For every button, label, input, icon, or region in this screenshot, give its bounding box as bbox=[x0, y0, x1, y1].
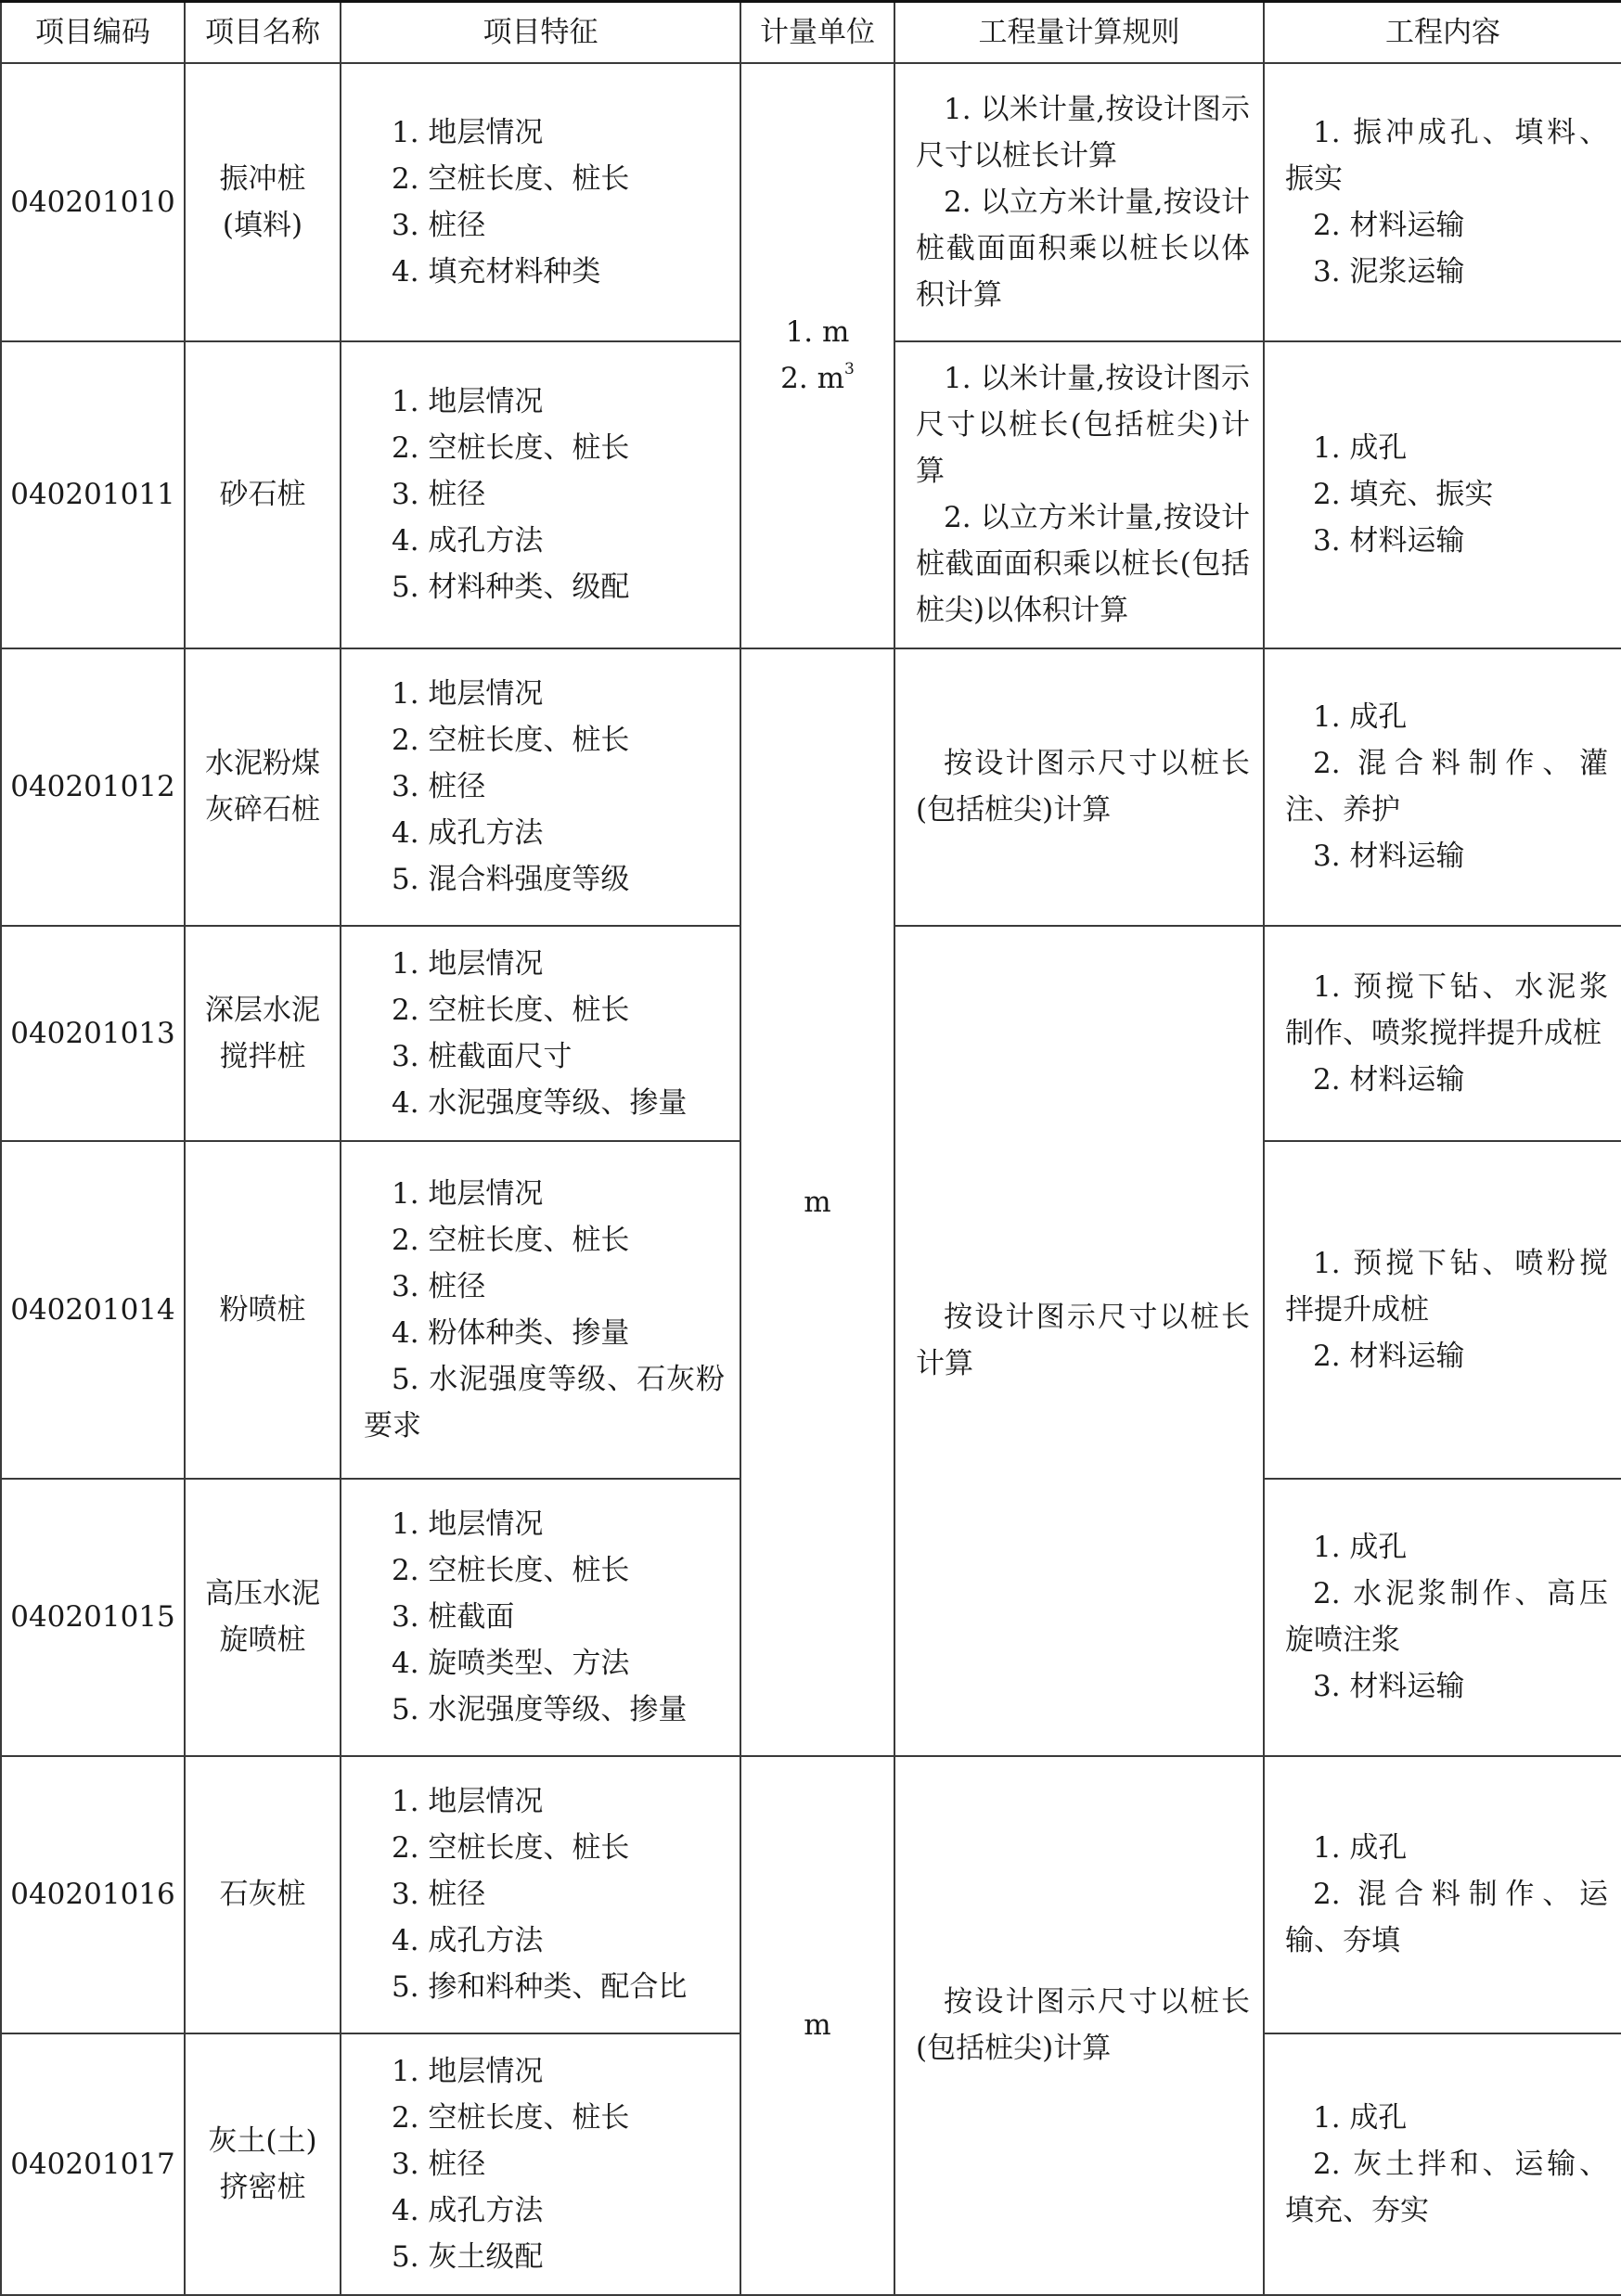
rule-line: 按设计图示尺寸以桩长(包括桩尖)计算 bbox=[916, 1985, 1250, 2065]
item-name bbox=[185, 2033, 341, 2295]
header-code: 项目编码 bbox=[1, 2, 185, 63]
header-rule: 工程量计算规则 bbox=[894, 2, 1264, 63]
item-features bbox=[341, 1479, 740, 1756]
table-row bbox=[1, 63, 1621, 341]
item-features bbox=[341, 1756, 740, 2033]
item-name bbox=[185, 648, 341, 926]
content-line: 1. 振冲成孔、填料、振实 bbox=[1285, 115, 1608, 196]
content-line: 1. 成孔 bbox=[1313, 1831, 1408, 1865]
feature-line: 3. 桩径 bbox=[392, 1269, 486, 1303]
feature-line: 1. 地层情况 bbox=[392, 115, 544, 149]
item-features bbox=[341, 341, 740, 648]
item-code: 040201016 bbox=[1, 1756, 185, 2033]
item-name-line: 挤密桩 bbox=[219, 2170, 306, 2204]
feature-line: 1. 地层情况 bbox=[392, 1785, 544, 1818]
feature-line: 5. 水泥强度等级、石灰粉要求 bbox=[364, 1362, 725, 1443]
content-cell bbox=[1264, 2033, 1621, 2295]
rule-cell bbox=[894, 63, 1264, 341]
feature-line: 2. 空桩长度、桩长 bbox=[392, 1831, 630, 1865]
item-name-line: 旋喷桩 bbox=[219, 1623, 306, 1657]
feature-line: 2. 空桩长度、桩长 bbox=[392, 724, 630, 757]
content-line: 3. 材料运输 bbox=[1313, 524, 1465, 558]
content-cell bbox=[1264, 1141, 1621, 1479]
rule-cell bbox=[894, 1756, 1264, 2295]
feature-line: 2. 空桩长度、桩长 bbox=[392, 1554, 630, 1587]
content-cell bbox=[1264, 63, 1621, 341]
feature-line: 1. 地层情况 bbox=[392, 1507, 544, 1541]
item-name-line: 石灰桩 bbox=[219, 1878, 306, 1911]
feature-line: 4. 成孔方法 bbox=[392, 816, 544, 850]
feature-line: 3. 桩径 bbox=[392, 770, 486, 803]
feature-line: 3. 桩截面尺寸 bbox=[392, 1039, 572, 1073]
rule-line: 按设计图示尺寸以桩长(包括桩尖)计算 bbox=[916, 747, 1250, 827]
content-line: 1. 预搅下钻、喷粉搅拌提升成桩 bbox=[1285, 1246, 1608, 1327]
item-features bbox=[341, 63, 740, 341]
rule-line: 按设计图示尺寸以桩长计算 bbox=[916, 1301, 1250, 1380]
feature-line: 4. 水泥强度等级、掺量 bbox=[392, 1085, 688, 1120]
rule-cell bbox=[894, 341, 1264, 648]
item-features bbox=[341, 648, 740, 926]
feature-line: 4. 成孔方法 bbox=[392, 2193, 544, 2227]
content-cell bbox=[1264, 648, 1621, 926]
item-features bbox=[341, 926, 740, 1141]
header-row bbox=[1, 2, 1621, 63]
feature-line: 5. 材料种类、级配 bbox=[392, 571, 630, 604]
content-cell bbox=[1264, 1479, 1621, 1756]
feature-line: 5. 灰土级配 bbox=[392, 2239, 544, 2274]
unit-line bbox=[741, 355, 894, 402]
content-line: 2. 水泥浆制作、高压旋喷注浆 bbox=[1285, 1577, 1608, 1657]
header-content: 工程内容 bbox=[1264, 2, 1621, 63]
feature-line: 1. 地层情况 bbox=[392, 677, 544, 711]
unit-cell: m bbox=[740, 648, 894, 1756]
table-row bbox=[1, 648, 1621, 926]
content-line: 3. 泥浆运输 bbox=[1313, 254, 1465, 289]
item-name-line: 振冲桩 bbox=[219, 161, 306, 196]
rule-cell bbox=[894, 648, 1264, 926]
feature-line: 1. 地层情况 bbox=[392, 1176, 544, 1211]
item-name bbox=[185, 63, 341, 341]
feature-line: 1. 地层情况 bbox=[392, 2054, 544, 2088]
item-name-line: 灰碎石桩 bbox=[205, 793, 320, 827]
table-row bbox=[1, 1756, 1621, 2033]
item-code: 040201013 bbox=[1, 926, 185, 1141]
unit-text: 2. m bbox=[780, 362, 844, 395]
feature-line: 3. 桩径 bbox=[392, 208, 486, 242]
header-features: 项目特征 bbox=[341, 2, 740, 63]
content-line: 2. 材料运输 bbox=[1313, 208, 1465, 242]
item-name bbox=[185, 1141, 341, 1479]
item-name bbox=[185, 1479, 341, 1756]
content-cell bbox=[1264, 341, 1621, 648]
rule-line: 2. 以立方米计量,按设计桩截面面积乘以桩长(包括桩尖)以体积计算 bbox=[916, 501, 1250, 627]
feature-line: 4. 成孔方法 bbox=[392, 524, 544, 558]
feature-line: 2. 空桩长度、桩长 bbox=[392, 2100, 630, 2135]
content-line: 1. 成孔 bbox=[1313, 431, 1408, 465]
content-line: 1. 成孔 bbox=[1313, 1531, 1408, 1564]
feature-line: 2. 空桩长度、桩长 bbox=[392, 1223, 630, 1257]
item-name-line: 粉喷桩 bbox=[219, 1292, 306, 1327]
header-unit: 计量单位 bbox=[740, 2, 894, 63]
item-features bbox=[341, 2033, 740, 2295]
item-name-line: 高压水泥 bbox=[205, 1577, 320, 1610]
header-name: 项目名称 bbox=[185, 2, 341, 63]
feature-line: 1. 地层情况 bbox=[392, 385, 544, 418]
item-code: 040201015 bbox=[1, 1479, 185, 1756]
content-cell bbox=[1264, 926, 1621, 1141]
feature-line: 1. 地层情况 bbox=[392, 946, 544, 981]
content-line: 1. 成孔 bbox=[1313, 700, 1408, 734]
item-name-line: 灰土(土) bbox=[208, 2123, 317, 2158]
item-name bbox=[185, 926, 341, 1141]
item-name bbox=[185, 1756, 341, 2033]
content-line: 1. 成孔 bbox=[1313, 2100, 1408, 2135]
feature-line: 3. 桩径 bbox=[392, 1878, 486, 1911]
item-code: 040201017 bbox=[1, 2033, 185, 2295]
content-line: 2. 灰土拌和、运输、填充、夯实 bbox=[1285, 2147, 1608, 2227]
item-name bbox=[185, 341, 341, 648]
feature-line: 4. 成孔方法 bbox=[392, 1924, 544, 1957]
item-code: 040201012 bbox=[1, 648, 185, 926]
item-code: 040201011 bbox=[1, 341, 185, 648]
content-line: 2. 混合料制作、运输、夯填 bbox=[1285, 1878, 1608, 1957]
item-name-line: 搅拌桩 bbox=[219, 1039, 306, 1073]
content-line: 1. 预搅下钻、水泥浆制作、喷浆搅拌提升成桩 bbox=[1285, 969, 1608, 1050]
item-code: 040201010 bbox=[1, 63, 185, 341]
content-line: 3. 材料运输 bbox=[1313, 1670, 1465, 1703]
unit-superscript: 3 bbox=[843, 360, 855, 379]
feature-line: 5. 混合料强度等级 bbox=[392, 863, 630, 896]
content-line: 2. 混合料制作、灌注、养护 bbox=[1285, 747, 1608, 827]
rule-cell bbox=[894, 926, 1264, 1756]
feature-line: 3. 桩径 bbox=[392, 478, 486, 511]
feature-line: 3. 桩截面 bbox=[392, 1600, 515, 1634]
unit-cell bbox=[740, 63, 894, 648]
item-name-line: (填料) bbox=[222, 208, 303, 242]
item-code: 040201014 bbox=[1, 1141, 185, 1479]
content-line: 2. 填充、振实 bbox=[1313, 478, 1494, 511]
feature-line: 5. 掺和料种类、配合比 bbox=[392, 1970, 688, 2004]
rule-line: 2. 以立方米计量,按设计桩截面面积乘以桩长以体积计算 bbox=[916, 185, 1250, 312]
feature-line: 4. 填充材料种类 bbox=[392, 254, 601, 289]
feature-line: 4. 旋喷类型、方法 bbox=[392, 1647, 630, 1680]
rule-line: 1. 以米计量,按设计图示尺寸以桩长计算 bbox=[916, 92, 1250, 173]
content-line: 2. 材料运输 bbox=[1313, 1062, 1465, 1097]
content-line: 2. 材料运输 bbox=[1313, 1339, 1465, 1373]
feature-line: 2. 空桩长度、桩长 bbox=[392, 993, 630, 1027]
feature-line: 3. 桩径 bbox=[392, 2147, 486, 2181]
feature-line: 5. 水泥强度等级、掺量 bbox=[392, 1693, 688, 1726]
rule-line: 1. 以米计量,按设计图示尺寸以桩长(包括桩尖)计算 bbox=[916, 362, 1250, 488]
unit-line: 1. m bbox=[785, 315, 850, 349]
content-line: 3. 材料运输 bbox=[1313, 840, 1465, 873]
item-name-line: 水泥粉煤 bbox=[205, 747, 320, 780]
feature-line: 2. 空桩长度、桩长 bbox=[392, 161, 630, 196]
item-features bbox=[341, 1141, 740, 1479]
item-name-line: 砂石桩 bbox=[219, 478, 306, 511]
feature-line: 2. 空桩长度、桩长 bbox=[392, 431, 630, 465]
content-cell bbox=[1264, 1756, 1621, 2033]
feature-line: 4. 粉体种类、掺量 bbox=[392, 1315, 630, 1350]
item-name-line: 深层水泥 bbox=[205, 993, 320, 1027]
unit-cell: m bbox=[740, 1756, 894, 2295]
